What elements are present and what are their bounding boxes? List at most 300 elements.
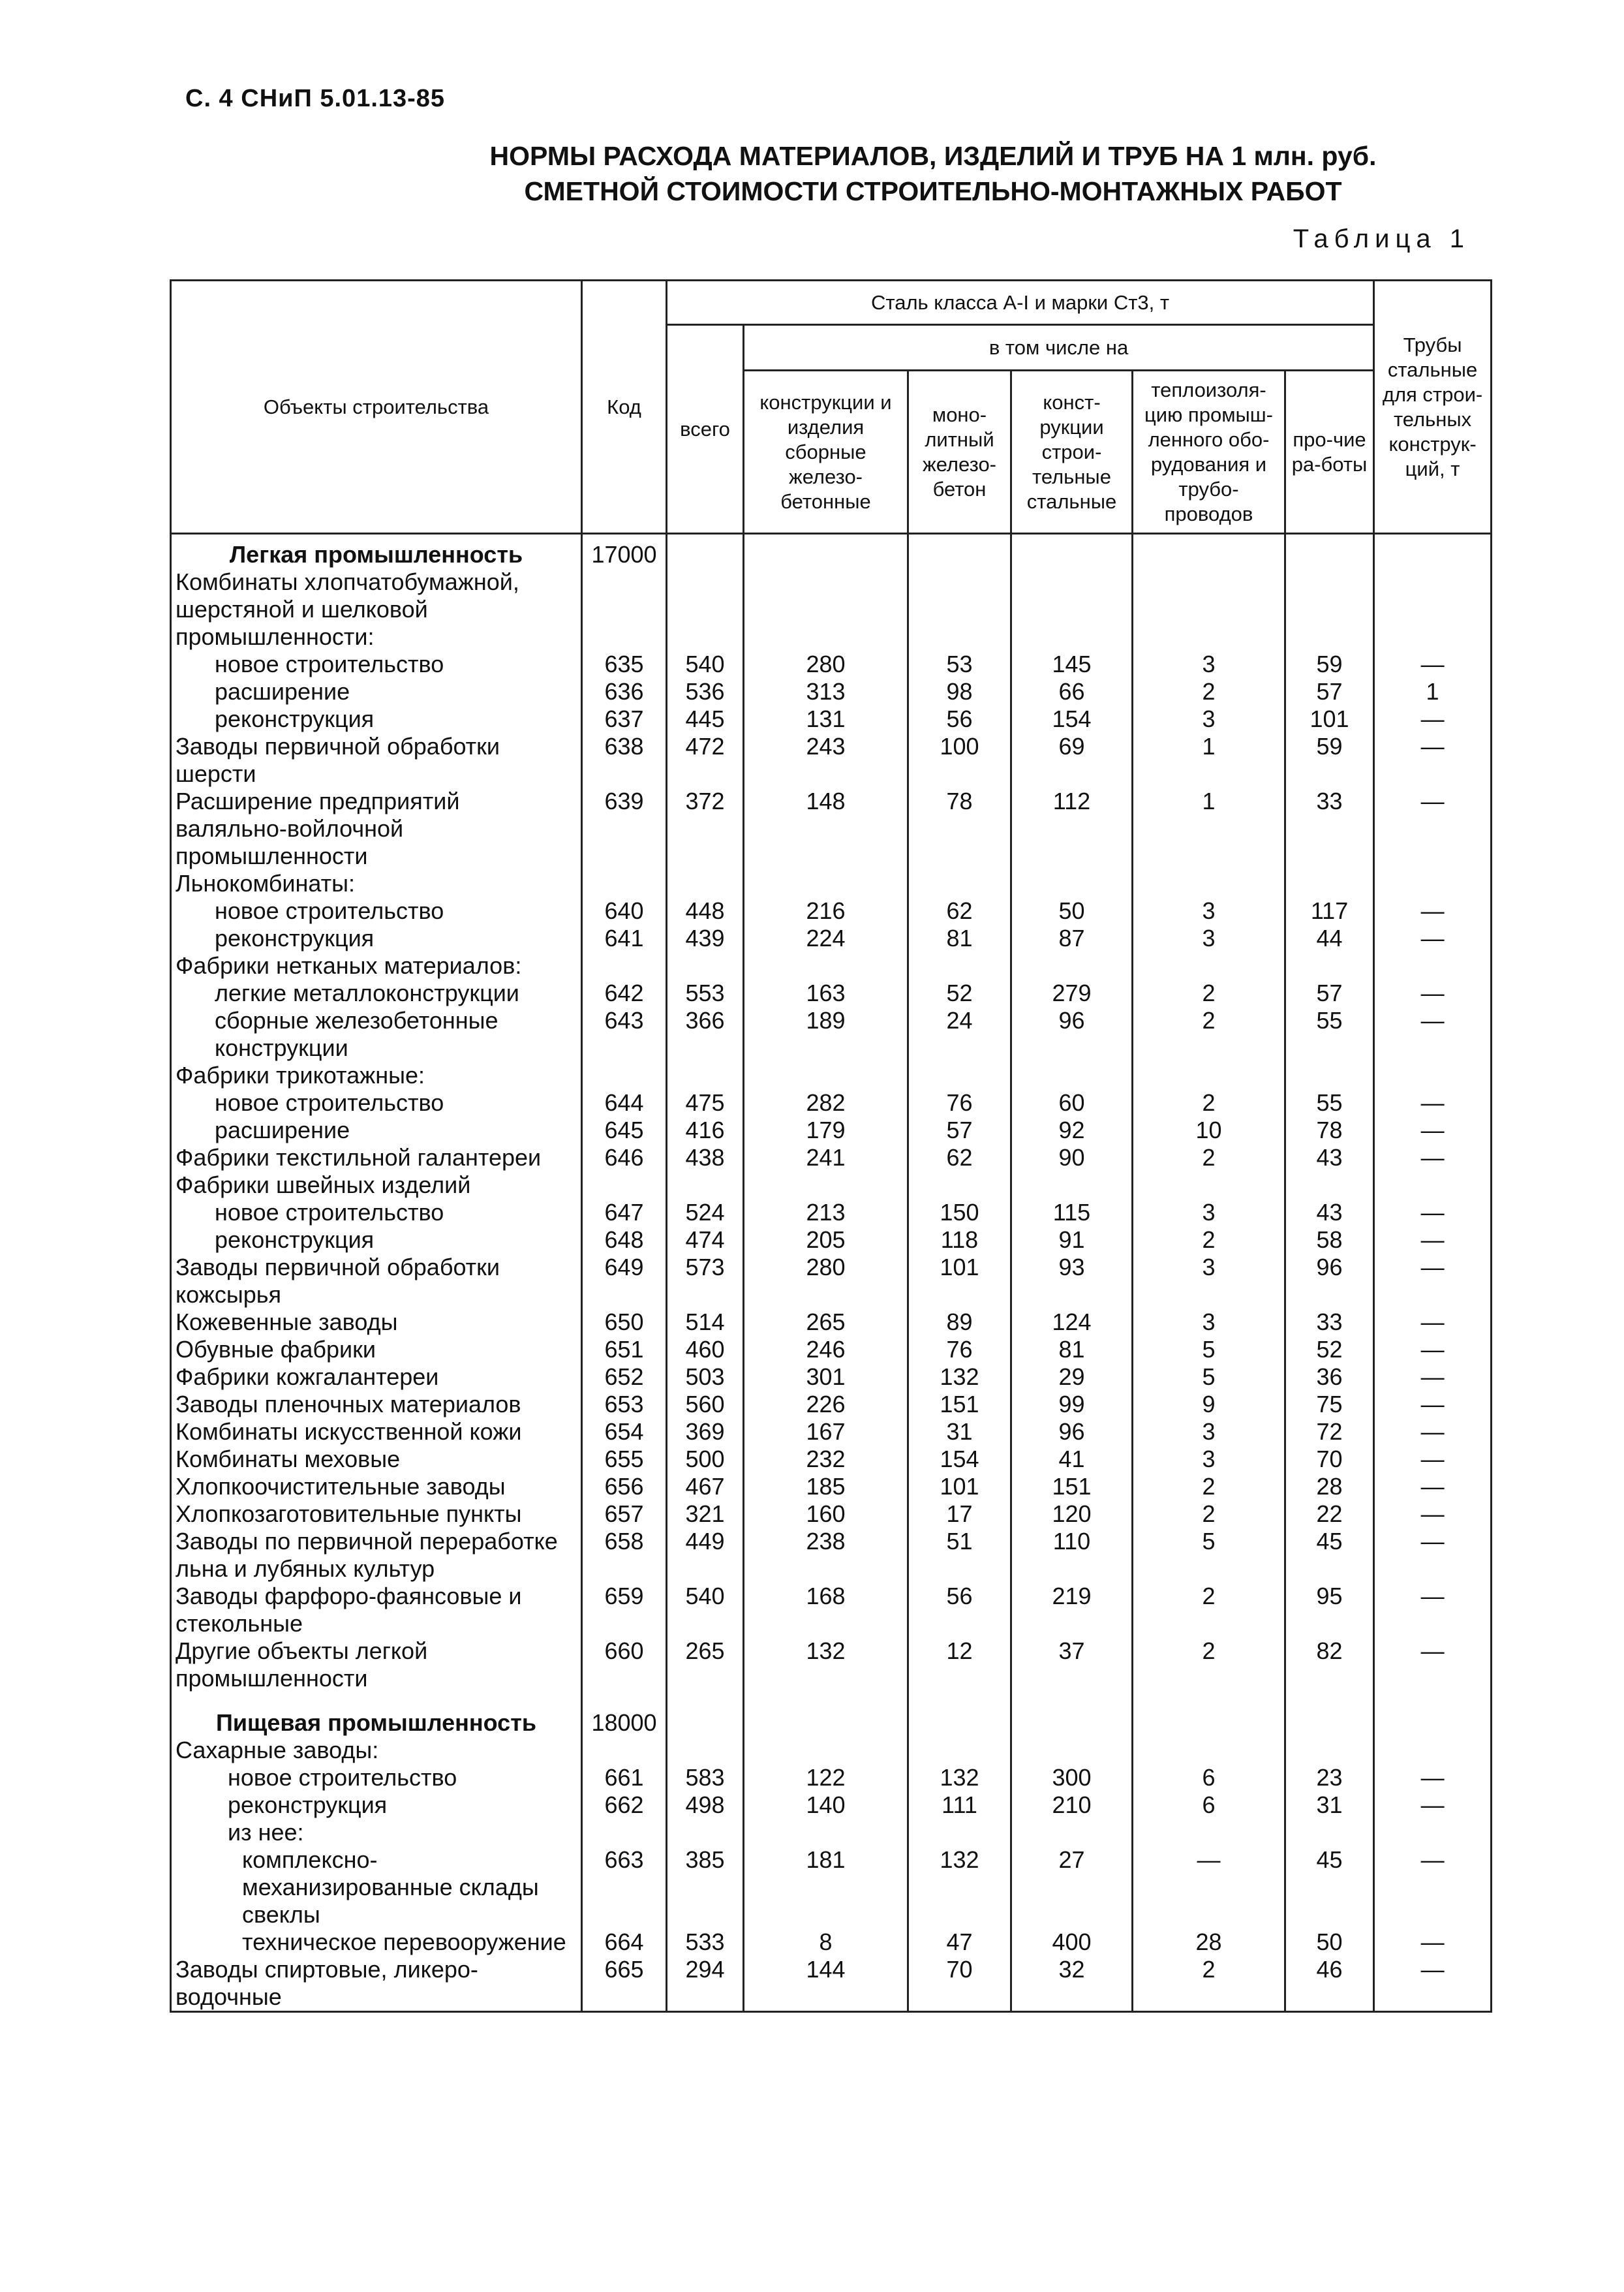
pipes-cell: — — [1374, 1336, 1492, 1363]
precast-cell — [744, 1171, 908, 1199]
steel-cell — [1011, 1819, 1133, 1846]
object-name-cell: новое строительство — [171, 1199, 582, 1226]
precast-cell: 185 — [744, 1473, 908, 1500]
insulation-cell — [1133, 1692, 1285, 1709]
total-cell: 560 — [667, 1391, 744, 1418]
monolithic-cell: 47 — [908, 1928, 1011, 1956]
monolithic-cell — [908, 1062, 1011, 1089]
pipes-cell — [1374, 1709, 1492, 1737]
code-cell: 661 — [582, 1764, 667, 1791]
table-row — [171, 1117, 1492, 1144]
code-cell: 17000 — [582, 534, 667, 569]
steel-cell: 60 — [1011, 1089, 1133, 1117]
pipes-cell: — — [1374, 1583, 1492, 1637]
precast-cell: 168 — [744, 1583, 908, 1637]
other-cell: 57 — [1285, 678, 1374, 705]
monolithic-cell: 154 — [908, 1446, 1011, 1473]
section-row — [171, 1709, 1492, 1737]
other-cell — [1285, 952, 1374, 980]
object-name-cell: Заводы пленочных материалов — [171, 1391, 582, 1418]
code-cell: 636 — [582, 678, 667, 705]
table-body — [171, 534, 1492, 2012]
precast-cell: 181 — [744, 1846, 908, 1928]
pipes-cell: — — [1374, 1199, 1492, 1226]
code-cell: 645 — [582, 1117, 667, 1144]
code-cell: 639 — [582, 788, 667, 870]
code-cell: 641 — [582, 925, 667, 952]
insulation-cell: 3 — [1133, 1199, 1285, 1226]
insulation-cell: 2 — [1133, 1473, 1285, 1500]
other-cell: 23 — [1285, 1764, 1374, 1791]
table-row — [171, 1956, 1492, 2012]
table-row — [171, 1528, 1492, 1583]
monolithic-cell: 132 — [908, 1764, 1011, 1791]
pipes-cell — [1374, 1062, 1492, 1089]
table-row — [171, 1846, 1492, 1928]
other-cell — [1285, 1737, 1374, 1764]
steel-cell: 92 — [1011, 1117, 1133, 1144]
pipes-cell — [1374, 1819, 1492, 1846]
steel-cell: 145 — [1011, 651, 1133, 678]
other-cell: 96 — [1285, 1254, 1374, 1309]
insulation-cell: 9 — [1133, 1391, 1285, 1418]
precast-cell: 122 — [744, 1764, 908, 1791]
total-cell: 321 — [667, 1500, 744, 1528]
total-cell: 460 — [667, 1336, 744, 1363]
object-name-cell: Расширение предприятий валяльно-войлочной промышленности — [171, 788, 582, 870]
table-row — [171, 1144, 1492, 1171]
table-row — [171, 1062, 1492, 1089]
steel-cell: 219 — [1011, 1583, 1133, 1637]
steel-cell: 37 — [1011, 1637, 1133, 1692]
pipes-cell — [1374, 1737, 1492, 1764]
header-other: про-чие ра-боты — [1285, 371, 1374, 534]
total-cell: 475 — [667, 1089, 744, 1117]
precast-cell: 132 — [744, 1637, 908, 1692]
precast-cell: 131 — [744, 705, 908, 733]
object-name-cell: Фабрики текстильной галантереи — [171, 1144, 582, 1171]
steel-cell: 112 — [1011, 788, 1133, 870]
other-cell — [1285, 1709, 1374, 1737]
other-cell: 33 — [1285, 1309, 1374, 1336]
code-cell: 664 — [582, 1928, 667, 1956]
code-cell: 647 — [582, 1199, 667, 1226]
table-row — [171, 1764, 1492, 1791]
norms-table — [170, 279, 1492, 2013]
insulation-cell: 3 — [1133, 1446, 1285, 1473]
header-monolithic: моно-литный железо-бетон — [908, 371, 1011, 534]
monolithic-cell: 52 — [908, 980, 1011, 1007]
other-cell: 75 — [1285, 1391, 1374, 1418]
precast-cell: 189 — [744, 1007, 908, 1062]
total-cell: 540 — [667, 1583, 744, 1637]
total-cell — [667, 1062, 744, 1089]
other-cell: 43 — [1285, 1199, 1374, 1226]
object-name-cell: расширение — [171, 678, 582, 705]
object-name-cell: Льнокомбинаты: — [171, 870, 582, 897]
precast-cell: 226 — [744, 1391, 908, 1418]
other-cell: 57 — [1285, 980, 1374, 1007]
total-cell: 500 — [667, 1446, 744, 1473]
table-row — [171, 897, 1492, 925]
insulation-cell — [1133, 568, 1285, 651]
table-row — [171, 1007, 1492, 1062]
steel-cell: 27 — [1011, 1846, 1133, 1928]
total-cell — [667, 1171, 744, 1199]
other-cell: 59 — [1285, 733, 1374, 788]
precast-cell: 265 — [744, 1309, 908, 1336]
header-pipes: Трубы стальные для строи-тельных конструк-ций, т — [1374, 281, 1492, 534]
other-cell: 117 — [1285, 897, 1374, 925]
insulation-cell: 3 — [1133, 897, 1285, 925]
precast-cell — [744, 1062, 908, 1089]
total-cell: 448 — [667, 897, 744, 925]
header-insulation: теплоизоля-цию промыш-ленного обо-рудования и трубо-проводов — [1133, 371, 1285, 534]
pipes-cell — [1374, 952, 1492, 980]
pipes-cell: — — [1374, 1309, 1492, 1336]
monolithic-cell: 100 — [908, 733, 1011, 788]
code-cell: 662 — [582, 1791, 667, 1819]
table-row — [171, 1089, 1492, 1117]
object-name-cell: Сахарные заводы: — [171, 1737, 582, 1764]
total-cell: 438 — [667, 1144, 744, 1171]
table-row — [171, 980, 1492, 1007]
precast-cell: 140 — [744, 1791, 908, 1819]
steel-cell: 96 — [1011, 1007, 1133, 1062]
object-name-cell: реконструкция — [171, 705, 582, 733]
monolithic-cell: 132 — [908, 1363, 1011, 1391]
other-cell: 33 — [1285, 788, 1374, 870]
table-row — [171, 1928, 1492, 1956]
table-row — [171, 1336, 1492, 1363]
insulation-cell: 2 — [1133, 1637, 1285, 1692]
page-header: С. 4 СНиП 5.01.13-85 — [185, 85, 446, 112]
title-line-2: СМЕТНОЙ СТОИМОСТИ СТРОИТЕЛЬНО-МОНТАЖНЫХ РАБОТ — [524, 176, 1342, 206]
steel-cell — [1011, 1737, 1133, 1764]
other-cell — [1285, 870, 1374, 897]
steel-cell: 29 — [1011, 1363, 1133, 1391]
code-cell: 657 — [582, 1500, 667, 1528]
steel-cell: 110 — [1011, 1528, 1133, 1583]
total-cell — [667, 870, 744, 897]
code-cell: 644 — [582, 1089, 667, 1117]
header-code: Код — [582, 281, 667, 534]
steel-cell — [1011, 1709, 1133, 1737]
code-cell — [582, 952, 667, 980]
monolithic-cell: 111 — [908, 1791, 1011, 1819]
pipes-cell: — — [1374, 1928, 1492, 1956]
table-header — [171, 281, 1492, 534]
insulation-cell — [1133, 1737, 1285, 1764]
total-cell — [667, 1737, 744, 1764]
table-row — [171, 925, 1492, 952]
insulation-cell: — — [1133, 1846, 1285, 1928]
total-cell: 474 — [667, 1226, 744, 1254]
steel-cell — [1011, 1062, 1133, 1089]
pipes-cell: — — [1374, 897, 1492, 925]
pipes-cell — [1374, 870, 1492, 897]
precast-cell — [744, 1692, 908, 1709]
steel-cell: 96 — [1011, 1418, 1133, 1446]
table-row — [171, 1199, 1492, 1226]
object-name-cell: реконструкция — [171, 925, 582, 952]
pipes-cell: — — [1374, 1391, 1492, 1418]
total-cell — [667, 1819, 744, 1846]
pipes-cell — [1374, 568, 1492, 651]
total-cell: 265 — [667, 1637, 744, 1692]
object-name-cell: из нее: — [171, 1819, 582, 1846]
code-cell: 655 — [582, 1446, 667, 1473]
other-cell — [1285, 1171, 1374, 1199]
monolithic-cell: 76 — [908, 1089, 1011, 1117]
monolithic-cell: 24 — [908, 1007, 1011, 1062]
pipes-cell: — — [1374, 980, 1492, 1007]
insulation-cell: 6 — [1133, 1791, 1285, 1819]
monolithic-cell: 98 — [908, 678, 1011, 705]
object-name-cell: Фабрики кожгалантереи — [171, 1363, 582, 1391]
monolithic-cell: 150 — [908, 1199, 1011, 1226]
insulation-cell: 3 — [1133, 651, 1285, 678]
total-cell: 294 — [667, 1956, 744, 2012]
object-name-cell: новое строительство — [171, 1764, 582, 1791]
pipes-cell: — — [1374, 1418, 1492, 1446]
total-cell: 514 — [667, 1309, 744, 1336]
pipes-cell — [1374, 1692, 1492, 1709]
steel-cell: 120 — [1011, 1500, 1133, 1528]
monolithic-cell — [908, 568, 1011, 651]
other-cell: 31 — [1285, 1791, 1374, 1819]
total-cell: 573 — [667, 1254, 744, 1309]
other-cell: 52 — [1285, 1336, 1374, 1363]
pipes-cell — [1374, 1171, 1492, 1199]
insulation-cell: 3 — [1133, 1254, 1285, 1309]
steel-cell — [1011, 1692, 1133, 1709]
code-cell: 643 — [582, 1007, 667, 1062]
steel-cell — [1011, 568, 1133, 651]
code-cell: 663 — [582, 1846, 667, 1928]
precast-cell: 205 — [744, 1226, 908, 1254]
other-cell: 36 — [1285, 1363, 1374, 1391]
steel-cell: 87 — [1011, 925, 1133, 952]
total-cell: 445 — [667, 705, 744, 733]
monolithic-cell: 132 — [908, 1846, 1011, 1928]
monolithic-cell: 89 — [908, 1309, 1011, 1336]
title-line-1: НОРМЫ РАСХОДА МАТЕРИАЛОВ, ИЗДЕЛИЙ И ТРУБ НА 1 млн. руб. — [489, 141, 1377, 171]
table-row — [171, 1171, 1492, 1199]
precast-cell: 243 — [744, 733, 908, 788]
table-row — [171, 1226, 1492, 1254]
insulation-cell: 2 — [1133, 1089, 1285, 1117]
precast-cell — [744, 568, 908, 651]
monolithic-cell: 53 — [908, 651, 1011, 678]
other-cell: 22 — [1285, 1500, 1374, 1528]
code-cell: 648 — [582, 1226, 667, 1254]
table-row — [171, 1737, 1492, 1764]
precast-cell — [744, 1709, 908, 1737]
monolithic-cell: 78 — [908, 788, 1011, 870]
insulation-cell: 2 — [1133, 1226, 1285, 1254]
table-row — [171, 705, 1492, 733]
insulation-cell: 5 — [1133, 1336, 1285, 1363]
precast-cell: 163 — [744, 980, 908, 1007]
insulation-cell: 1 — [1133, 788, 1285, 870]
steel-cell: 90 — [1011, 1144, 1133, 1171]
header-steel: Сталь класса А-I и марки Ст3, т — [667, 281, 1374, 325]
steel-cell: 279 — [1011, 980, 1133, 1007]
precast-cell: 160 — [744, 1500, 908, 1528]
precast-cell: 246 — [744, 1336, 908, 1363]
object-name-cell: Заводы первичной обработки кожсырья — [171, 1254, 582, 1309]
total-cell: 524 — [667, 1199, 744, 1226]
precast-cell: 167 — [744, 1418, 908, 1446]
insulation-cell — [1133, 1062, 1285, 1089]
pipes-cell: — — [1374, 1473, 1492, 1500]
pipes-cell: — — [1374, 651, 1492, 678]
other-cell: 55 — [1285, 1007, 1374, 1062]
code-cell — [582, 1692, 667, 1709]
pipes-cell: — — [1374, 1500, 1492, 1528]
steel-cell: 210 — [1011, 1791, 1133, 1819]
insulation-cell: 3 — [1133, 1309, 1285, 1336]
total-cell — [667, 568, 744, 651]
total-cell: 369 — [667, 1418, 744, 1446]
monolithic-cell: 57 — [908, 1117, 1011, 1144]
total-cell: 503 — [667, 1363, 744, 1391]
pipes-cell: — — [1374, 1089, 1492, 1117]
other-cell: 101 — [1285, 705, 1374, 733]
precast-cell — [744, 870, 908, 897]
object-name-cell: Хлопкоочистительные заводы — [171, 1473, 582, 1500]
table-row — [171, 1254, 1492, 1309]
total-cell: 385 — [667, 1846, 744, 1928]
table-row — [171, 952, 1492, 980]
object-name-cell: новое строительство — [171, 651, 582, 678]
code-cell: 658 — [582, 1528, 667, 1583]
steel-cell — [1011, 534, 1133, 569]
other-cell — [1285, 1819, 1374, 1846]
table-row — [171, 1583, 1492, 1637]
precast-cell: 213 — [744, 1199, 908, 1226]
object-name-cell: Фабрики трикотажные: — [171, 1062, 582, 1089]
monolithic-cell — [908, 1709, 1011, 1737]
monolithic-cell — [908, 952, 1011, 980]
monolithic-cell: 70 — [908, 1956, 1011, 2012]
other-cell — [1285, 1692, 1374, 1709]
object-name-cell: Заводы по первичной переработке льна и лубяных культур — [171, 1528, 582, 1583]
table-row — [171, 733, 1492, 788]
pipes-cell: — — [1374, 1254, 1492, 1309]
other-cell: 43 — [1285, 1144, 1374, 1171]
object-name-cell: реконструкция — [171, 1226, 582, 1254]
insulation-cell: 5 — [1133, 1528, 1285, 1583]
steel-cell: 66 — [1011, 678, 1133, 705]
insulation-cell: 5 — [1133, 1363, 1285, 1391]
table-row — [171, 651, 1492, 678]
precast-cell — [744, 1819, 908, 1846]
precast-cell: 8 — [744, 1928, 908, 1956]
document-title — [196, 138, 1624, 209]
steel-cell: 32 — [1011, 1956, 1133, 2012]
table-row — [171, 1446, 1492, 1473]
monolithic-cell: 76 — [908, 1336, 1011, 1363]
code-cell — [582, 1737, 667, 1764]
code-cell: 653 — [582, 1391, 667, 1418]
total-cell: 536 — [667, 678, 744, 705]
steel-cell: 124 — [1011, 1309, 1133, 1336]
table-row — [171, 1692, 1492, 1709]
object-name-cell: Фабрики швейных изделий — [171, 1171, 582, 1199]
total-cell: 472 — [667, 733, 744, 788]
insulation-cell: 1 — [1133, 733, 1285, 788]
total-cell: 439 — [667, 925, 744, 952]
other-cell: 95 — [1285, 1583, 1374, 1637]
table-row — [171, 1391, 1492, 1418]
total-cell — [667, 534, 744, 569]
other-cell — [1285, 568, 1374, 651]
steel-cell: 69 — [1011, 733, 1133, 788]
insulation-cell: 2 — [1133, 1583, 1285, 1637]
code-cell — [582, 568, 667, 651]
monolithic-cell: 56 — [908, 705, 1011, 733]
table-row — [171, 1637, 1492, 1692]
other-cell: 50 — [1285, 1928, 1374, 1956]
code-cell — [582, 1819, 667, 1846]
other-cell: 58 — [1285, 1226, 1374, 1254]
steel-cell: 50 — [1011, 897, 1133, 925]
header-including: в том числе на — [744, 325, 1374, 371]
precast-cell: 280 — [744, 651, 908, 678]
other-cell — [1285, 534, 1374, 569]
steel-cell — [1011, 1171, 1133, 1199]
insulation-cell: 10 — [1133, 1117, 1285, 1144]
insulation-cell — [1133, 1171, 1285, 1199]
steel-cell — [1011, 870, 1133, 897]
monolithic-cell — [908, 870, 1011, 897]
object-name-cell: Заводы первичной обработки шерсти — [171, 733, 582, 788]
pipes-cell: — — [1374, 1764, 1492, 1791]
other-cell: 55 — [1285, 1089, 1374, 1117]
object-name-cell: техническое перевооружение — [171, 1928, 582, 1956]
monolithic-cell: 17 — [908, 1500, 1011, 1528]
steel-cell — [1011, 952, 1133, 980]
total-cell: 416 — [667, 1117, 744, 1144]
insulation-cell: 2 — [1133, 1007, 1285, 1062]
pipes-cell: — — [1374, 1226, 1492, 1254]
other-cell: 28 — [1285, 1473, 1374, 1500]
object-name-cell: реконструкция — [171, 1791, 582, 1819]
total-cell: 498 — [667, 1791, 744, 1819]
table-label: Таблица 1 — [1293, 225, 1470, 253]
pipes-cell: — — [1374, 1117, 1492, 1144]
precast-cell: 238 — [744, 1528, 908, 1583]
monolithic-cell: 51 — [908, 1528, 1011, 1583]
steel-cell: 81 — [1011, 1336, 1133, 1363]
object-name-cell: Комбинаты искусственной кожи — [171, 1418, 582, 1446]
object-name-cell: Хлопкозаготовительные пункты — [171, 1500, 582, 1528]
precast-cell: 224 — [744, 925, 908, 952]
total-cell — [667, 952, 744, 980]
steel-cell: 99 — [1011, 1391, 1133, 1418]
table-row — [171, 678, 1492, 705]
code-cell — [582, 1062, 667, 1089]
monolithic-cell: 101 — [908, 1254, 1011, 1309]
insulation-cell: 3 — [1133, 705, 1285, 733]
table-row — [171, 1791, 1492, 1819]
insulation-cell: 28 — [1133, 1928, 1285, 1956]
monolithic-cell — [908, 534, 1011, 569]
total-cell: 533 — [667, 1928, 744, 1956]
pipes-cell: — — [1374, 1846, 1492, 1928]
